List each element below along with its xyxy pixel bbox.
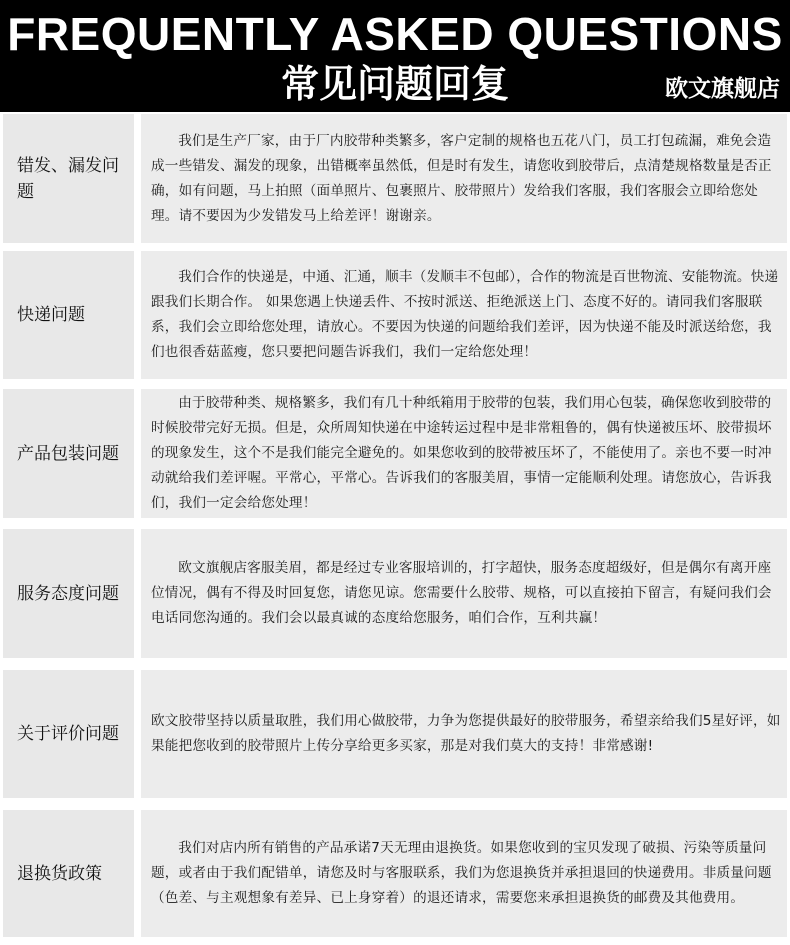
faq-item-packaging	[0, 389, 790, 518]
faq-answer: 我们对店内所有销售的产品承诺7天无理由退换货。如果您收到的宝贝发现了破损、污染等质量问题，或者由于我们配错单，请您及时与客服联系，我们为您退换货并承担退回的快递费用。非质量问题（色差、与主观想象有差异、已上身穿着）的退还请求，需要您来承担退换货的邮费及其他费用。	[141, 810, 787, 937]
faq-answer: 欧文胶带坚持以质量取胜，我们用心做胶带，力争为您提供最好的胶带服务，希望亲给我们5星好评，如果能把您收到的胶带照片上传分享给更多买家，那是对我们莫大的支持！非常感谢!	[141, 670, 787, 798]
faq-answer: 我们是生产厂家，由于厂内胶带种类繁多，客户定制的规格也五花八门，员工打包疏漏，难免会造成一些错发、漏发的现象，出错概率虽然低，但是时有发生，请您收到胶带后，点清楚规格数量是否正确，如有问题，马上拍照（面单照片、包裹照片、胶带照片）发给我们客服，我们客服会立即给您处理。请不要因为少发错发马上给差评！谢谢亲。	[141, 114, 787, 243]
faq-question: 退换货政策	[3, 810, 134, 937]
faq-answer: 由于胶带种类、规格繁多，我们有几十种纸箱用于胶带的包装，我们用心包装，确保您收到胶带的时候胶带完好无损。但是，众所周知快递在中途转运过程中是非常粗鲁的，偶有快递被压坏、胶带损坏的现象发生，这个不是我们能完全避免的。如果您收到的胶带被压坏了，不能使用了。亲也不要一时冲动就给我们差评喔。平常心，平常心。告诉我们的客服美眉，事情一定能顺利处理。请您放心，告诉我们，我们一定会给您处理！	[141, 389, 787, 518]
faq-question: 快递问题	[3, 251, 134, 379]
faq-item-return-exchange	[0, 810, 790, 937]
faq-item-express-delivery	[0, 251, 790, 379]
faq-item-wrong-missing-shipment	[0, 114, 790, 243]
store-name: 欧文旗舰店	[665, 76, 780, 102]
faq-question: 错发、漏发问题	[3, 114, 134, 243]
faq-answer: 我们合作的快递是，中通、汇通，顺丰（发顺丰不包邮），合作的物流是百世物流、安能物流。快递跟我们长期合作。 如果您遇上快递丢件、不按时派送、拒绝派送上门、态度不好的。请同我们客服联系，我们会立即给您处理，请放心。不要因为快递的问题给我们差评，因为快递不能及时派送给您，我们也很香菇蓝瘦，您只要把问题告诉我们，我们一定给您处理！	[141, 251, 787, 379]
page-title: FREQUENTLY ASKED QUESTIONS	[7, 8, 783, 60]
faq-question: 产品包装问题	[3, 389, 134, 518]
faq-question: 关于评价问题	[3, 670, 134, 798]
page-header	[0, 0, 790, 112]
faq-answer: 欧文旗舰店客服美眉，都是经过专业客服培训的，打字超快，服务态度超级好，但是偶尔有离开座位情况，偶有不得及时回复您，请您见谅。您需要什么胶带、规格，可以直接拍下留言，有疑问我们会电话同您沟通的。我们会以最真诚的态度给您服务，咱们合作，互利共赢！	[141, 529, 787, 658]
page-subtitle: 常见问题回复	[280, 62, 509, 106]
faq-item-reviews	[0, 670, 790, 798]
faq-question: 服务态度问题	[3, 529, 134, 658]
faq-item-service-attitude	[0, 529, 790, 658]
